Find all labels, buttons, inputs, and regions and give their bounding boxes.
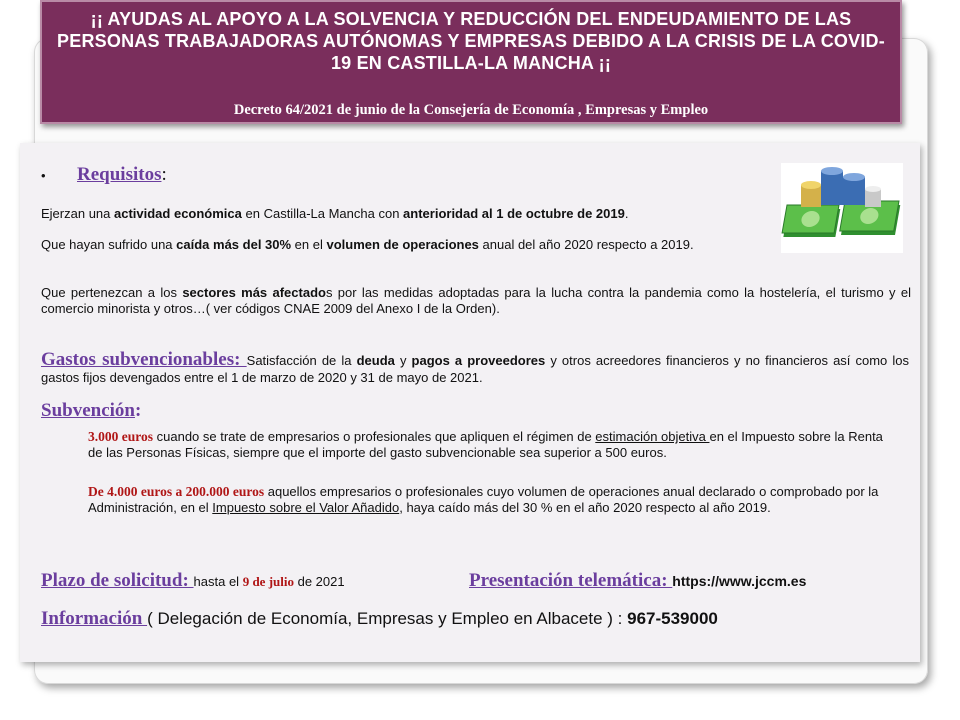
subvencion-heading-row — [41, 400, 141, 422]
money-stacks-illustration — [781, 163, 903, 253]
subvencion-colon: : — [134, 400, 142, 421]
page-title: ¡¡ AYUDAS AL APOYO A LA SOLVENCIA Y REDUCCIÓN DEL ENDEUDAMIENTO DE LAS PERSONAS TRABAJADORAS AUTÓNOMAS Y EMPRESAS DEBIDO A LA CRISIS DE LA COVID-19 EN CASTILLA-LA MANCHA ¡¡ — [57, 9, 885, 73]
phone-number: 967-539000 — [627, 609, 718, 628]
requisito-sectores — [41, 285, 911, 317]
deadline-date: 9 de julio — [242, 574, 294, 589]
text: , haya caído más del 30 % en el año 2020 respecto al año 2019. — [399, 500, 771, 515]
presentacion-heading: Presentación telemática: — [469, 570, 673, 591]
text-underline: Impuesto sobre el Valor Añadido — [212, 500, 400, 515]
text: y — [394, 353, 412, 368]
text-bold: actividad económica — [114, 206, 242, 221]
text: en el Impuesto sobre la Renta de las Personas Físicas, siempre que el importe del gasto subvencionable sea superior a 500 euros. — [88, 429, 883, 460]
text: en el — [291, 237, 327, 252]
requisito-caida — [41, 237, 771, 253]
informacion-text: ( Delegación de Economía, Empresas y Empleo en Albacete ) : — [147, 609, 628, 628]
text-bold: volumen de operaciones — [326, 237, 479, 252]
text-bold: caída más del 30% — [176, 237, 292, 252]
text: . — [624, 206, 629, 221]
subvencion-heading: Subvención — [41, 400, 135, 421]
text: s por las medidas adoptadas para la lucha contra la pandemia como la hostelería, el turismo y el comercio minorista y otros…( ver códigos CNAE 2009 del Anexo I de la Orden). — [41, 285, 911, 316]
text-bold: deuda — [356, 353, 395, 368]
text-bold: anterioridad al 1 de octubre de 2019 — [403, 206, 625, 221]
text-bold: sectores más afectado — [182, 285, 326, 300]
text: Ejerzan una — [41, 206, 114, 221]
title-banner — [40, 0, 902, 124]
text: Que hayan sufrido una — [41, 237, 177, 252]
amount-3000: 3.000 euros — [88, 429, 154, 444]
requisitos-heading: Requisitos — [77, 164, 162, 185]
text: cuando se trate de empresarios o profesionales que apliquen el régimen de — [153, 429, 596, 444]
informacion-heading: Información — [41, 608, 148, 629]
bullet: • — [41, 168, 46, 183]
presentacion-section — [469, 570, 806, 592]
jccm-link[interactable]: https://www.jccm.es — [672, 573, 807, 589]
subvencion-tramo-1 — [88, 429, 898, 461]
plazo-section — [41, 570, 345, 592]
decree-subtitle: Decreto 64/2021 de junio de la Consejería de Economía , Empresas y Empleo — [233, 102, 709, 118]
plazo-heading: Plazo de solicitud: — [41, 570, 194, 591]
text-bold: pagos a proveedores — [411, 353, 546, 368]
text: aquellos empresarios o profesionales cuyo volumen de operaciones anual declarado o comprobado por la Administración, en el — [88, 484, 879, 515]
requisito-actividad — [41, 206, 761, 222]
requisitos-heading-row — [77, 164, 167, 186]
text: en Castilla-La Mancha con — [241, 206, 404, 221]
gastos-section — [41, 351, 909, 386]
requisitos-colon: : — [161, 164, 167, 185]
subvencion-tramo-2 — [88, 484, 898, 516]
text-underline: estimación objetiva — [595, 429, 710, 444]
text: Que pertenezcan a los — [41, 285, 183, 300]
amount-range: De 4.000 euros a 200.000 euros — [88, 484, 265, 499]
text: y otros acreedores financieros y no financieros así como los gastos fijos devengados entre el 1 de marzo de 2020 y 31 de mayo de 2021. — [41, 353, 909, 385]
gastos-heading: Gastos subvencionables: — [41, 349, 247, 370]
text: Satisfacción de la — [246, 353, 357, 368]
text: hasta el — [193, 574, 243, 589]
text: anual del año 2020 respecto a 2019. — [478, 237, 694, 252]
money-icon — [781, 163, 903, 253]
informacion-section — [41, 608, 718, 630]
text: de 2021 — [293, 574, 345, 589]
